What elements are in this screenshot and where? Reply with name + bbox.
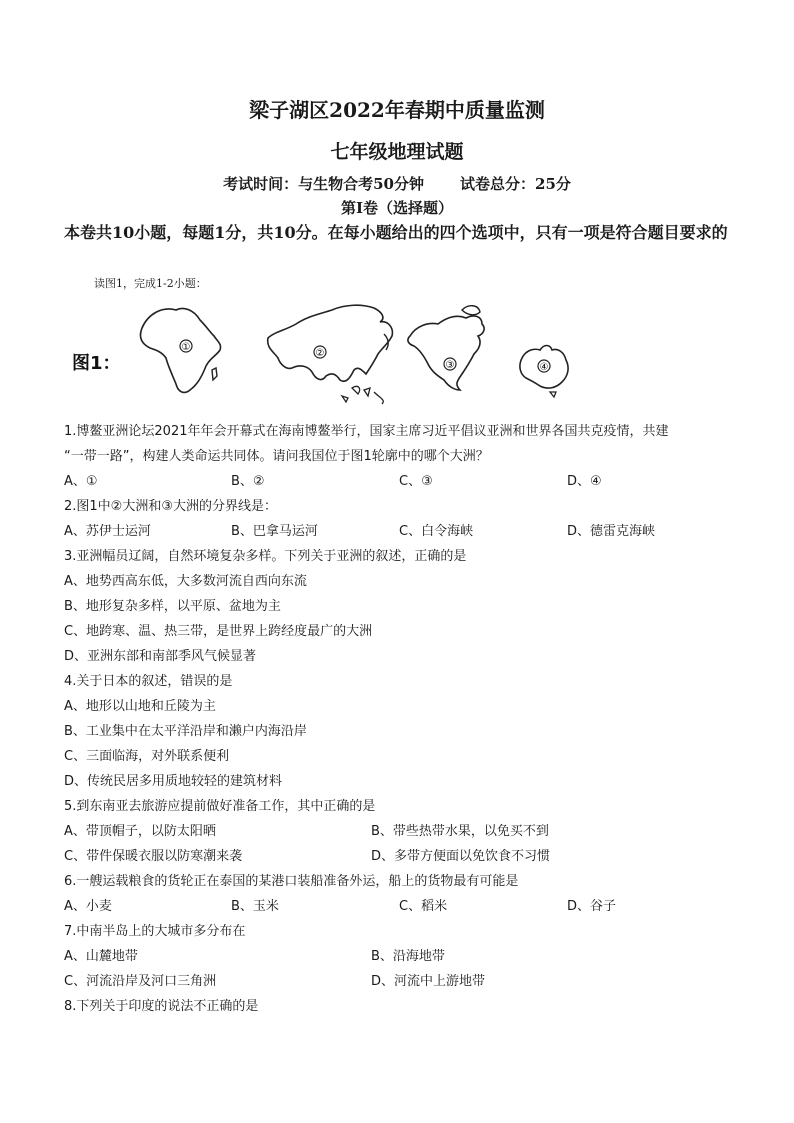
question-3-option-d[interactable]: D、亚洲东部和南部季风气候显著 — [64, 649, 257, 664]
question-7-option-a[interactable]: A、山麓地带 — [64, 949, 138, 964]
marker-1: ① — [181, 342, 191, 353]
north-america-outline — [408, 316, 484, 390]
exam-subtitle: 七年级地理试题 — [330, 141, 464, 163]
question-1-stem-line-1: 1.博鳌亚洲论坛2021年年会开幕式在海南博鳌举行，国家主席习近平倡议亚洲和世界各国共克疫情，共建 — [64, 424, 669, 439]
question-4-option-d[interactable]: D、传统民居多用质地较轻的建筑材料 — [64, 774, 283, 789]
figure-label: 图1： — [72, 353, 121, 374]
instructions: 本卷共10小题，每题1分，共10分。在每小题给出的四个选项中，只有一项是符合题目要求的 — [64, 223, 728, 242]
question-7-option-b[interactable]: B、沿海地带 — [371, 949, 445, 964]
question-5-option-a[interactable]: A、带顶帽子，以防太阳晒 — [64, 824, 216, 839]
question-6-stem: 6.一艘运载粮食的货轮正在泰国的某港口装船准备外运，船上的货物最有可能是 — [64, 874, 519, 889]
question-1-option-a[interactable]: A、① — [64, 474, 98, 489]
question-7-option-c[interactable]: C、河流沿岸及河口三角洲 — [64, 974, 217, 989]
exam-title: 梁子湖区2022年春期中质量监测 — [249, 98, 545, 122]
question-6-option-d[interactable]: D、谷子 — [567, 899, 617, 914]
marker-4: ④ — [539, 362, 549, 373]
tasmania-outline — [550, 392, 556, 397]
question-6-option-c[interactable]: C、稻米 — [399, 899, 448, 914]
question-2-option-c[interactable]: C、白令海峡 — [399, 524, 474, 539]
island-4 — [342, 396, 348, 402]
question-2-option-d[interactable]: D、德雷克海峡 — [567, 524, 656, 539]
question-6-option-b[interactable]: B、玉米 — [231, 899, 279, 914]
island-3 — [374, 392, 383, 404]
greenland-outline — [462, 306, 480, 315]
question-1-option-c[interactable]: C、③ — [399, 474, 433, 489]
question-1-option-b[interactable]: B、② — [231, 474, 265, 489]
question-2-stem: 2.图1中②大洲和③大洲的分界线是： — [64, 499, 277, 514]
madagascar-outline — [212, 368, 217, 380]
question-2-option-a[interactable]: A、苏伊士运河 — [64, 524, 151, 539]
island-1 — [352, 386, 360, 394]
total-score: 试卷总分：25分 — [460, 175, 571, 193]
question-8-stem: 8.下列关于印度的说法不正确的是 — [64, 999, 259, 1014]
exam-time: 考试时间：与生物合考50分钟 — [223, 175, 424, 193]
question-3-option-a[interactable]: A、地势西高东低，大多数河流自西向东流 — [64, 574, 307, 589]
question-1-stem-line-2: “一带一路”，构建人类命运共同体。请问我国位于图1轮廓中的哪个大洲？ — [64, 449, 489, 464]
section-heading: 第Ⅰ卷（选择题） — [340, 199, 454, 217]
africa-outline — [140, 308, 220, 392]
question-4-option-a[interactable]: A、地形以山地和丘陵为主 — [64, 699, 216, 714]
question-4-stem: 4.关于日本的叙述，错误的是 — [64, 674, 233, 689]
exam-info — [0, 173, 794, 194]
question-1-option-d[interactable]: D、④ — [567, 474, 602, 489]
question-2-option-b[interactable]: B、巴拿马运河 — [231, 524, 318, 539]
question-3-option-b[interactable]: B、地形复杂多样，以平原、盆地为主 — [64, 599, 281, 614]
question-5-option-b[interactable]: B、带些热带水果，以免买不到 — [371, 824, 549, 839]
question-5-option-d[interactable]: D、多带方便面以免饮食不习惯 — [371, 849, 551, 864]
question-3-option-c[interactable]: C、地跨寒、温、热三带，是世界上跨经度最广的大洲 — [64, 624, 373, 639]
question-7-option-d[interactable]: D、河流中上游地带 — [371, 974, 486, 989]
figure-read-prompt: 读图1，完成1-2小题： — [94, 277, 207, 290]
question-7-stem: 7.中南半岛上的大城市多分布在 — [64, 924, 246, 939]
marker-3: ③ — [445, 360, 455, 371]
continent-outline-map — [64, 292, 594, 412]
question-5-option-c[interactable]: C、带件保暖衣服以防寒潮来袭 — [64, 849, 243, 864]
question-3-stem: 3.亚洲幅员辽阔，自然环境复杂多样。下列关于亚洲的叙述，正确的是 — [64, 549, 467, 564]
question-4-option-c[interactable]: C、三面临海，对外联系便利 — [64, 749, 230, 764]
island-2 — [364, 388, 370, 396]
question-5-stem: 5.到东南亚去旅游应提前做好准备工作，其中正确的是 — [64, 799, 376, 814]
marker-2: ② — [315, 348, 325, 359]
asia-outline — [268, 305, 393, 381]
question-6-option-a[interactable]: A、小麦 — [64, 899, 112, 914]
question-4-option-b[interactable]: B、工业集中在太平洋沿岸和濑户内海沿岸 — [64, 724, 307, 739]
